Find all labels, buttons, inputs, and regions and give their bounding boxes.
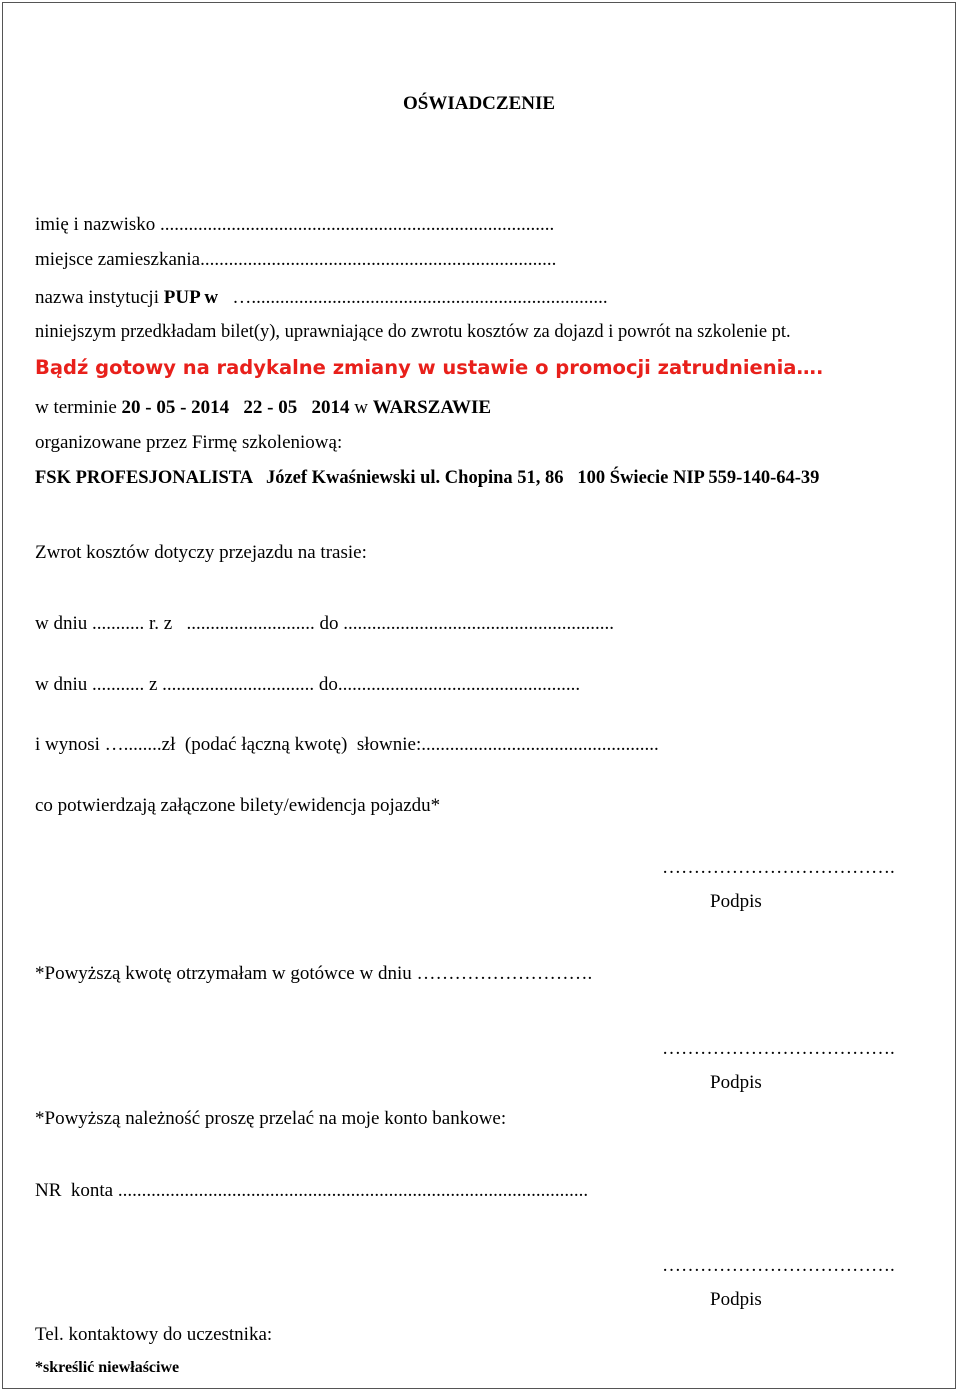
institution-dots: …...........................................................................: [218, 287, 608, 308]
bank-transfer-request: *Powyższą należność proszę przelać na moje konto bankowe:: [35, 1108, 507, 1129]
training-title: Bądź gotowy na radykalne zmiany w ustawie o promocji zatrudnienia….: [35, 356, 824, 379]
document-title: OŚWIADCZENIE: [403, 93, 556, 114]
institution-value: PUP w: [163, 287, 219, 308]
amount-field: i wynosi …........zł (podać łączną kwotę) słownie:..................................................: [35, 734, 659, 755]
route-row-1: w dniu ........... r. z ........................... do .........................................................: [35, 613, 614, 634]
organized-by: organizowane przez Firmę szkoleniową:: [35, 432, 343, 453]
signature-label-2: Podpis: [710, 1072, 762, 1093]
cash-received: [35, 964, 592, 983]
term-mid: w: [349, 397, 373, 418]
term-label: w terminie: [35, 397, 122, 418]
name-field: imię i nazwisko ...................................................................................: [35, 214, 555, 235]
company-info: FSK PROFESJONALISTA Józef Kwaśniewski ul. Chopina 51, 86 100 Świecie NIP 559-140-64-39: [35, 468, 820, 488]
phone-field: Tel. kontaktowy do uczestnika:: [35, 1324, 273, 1345]
term-city: WARSZAWIE: [372, 397, 492, 418]
route-intro: Zwrot kosztów dotyczy przejazdu na trasie:: [35, 542, 367, 563]
tickets-confirmation: co potwierdzają załączone bilety/ewidencja pojazdu*: [35, 795, 441, 816]
cash-received-label: *Powyższą kwotę otrzymałam w gotówce w dniu: [35, 963, 417, 984]
signature-line-3: ……………………………….: [662, 1255, 895, 1276]
residence-field: miejsce zamieszkania...........................................................................: [35, 249, 557, 270]
cash-received-dots: ……………………….: [416, 963, 593, 984]
signature-line-1: ……………………………….: [662, 857, 895, 878]
term-dates: 20 - 05 - 2014 22 - 05 2014: [121, 397, 350, 418]
institution-label: nazwa instytucji: [35, 287, 164, 308]
footnote: *skreślić niewłaściwe: [35, 1359, 180, 1376]
signature-label-3: Podpis: [710, 1289, 762, 1310]
training-term: [35, 398, 491, 417]
institution-field: [35, 288, 608, 307]
account-number-field: NR konta ...................................................................................................: [35, 1180, 589, 1201]
signature-label-1: Podpis: [710, 891, 762, 912]
signature-line-2: ……………………………….: [662, 1038, 895, 1059]
route-row-2: w dniu ........... z ................................ do...................................................: [35, 674, 581, 695]
submission-statement: niniejszym przedkładam bilet(y), uprawniające do zwrotu kosztów za dojazd i powrót na szkolenie pt.: [35, 322, 791, 342]
